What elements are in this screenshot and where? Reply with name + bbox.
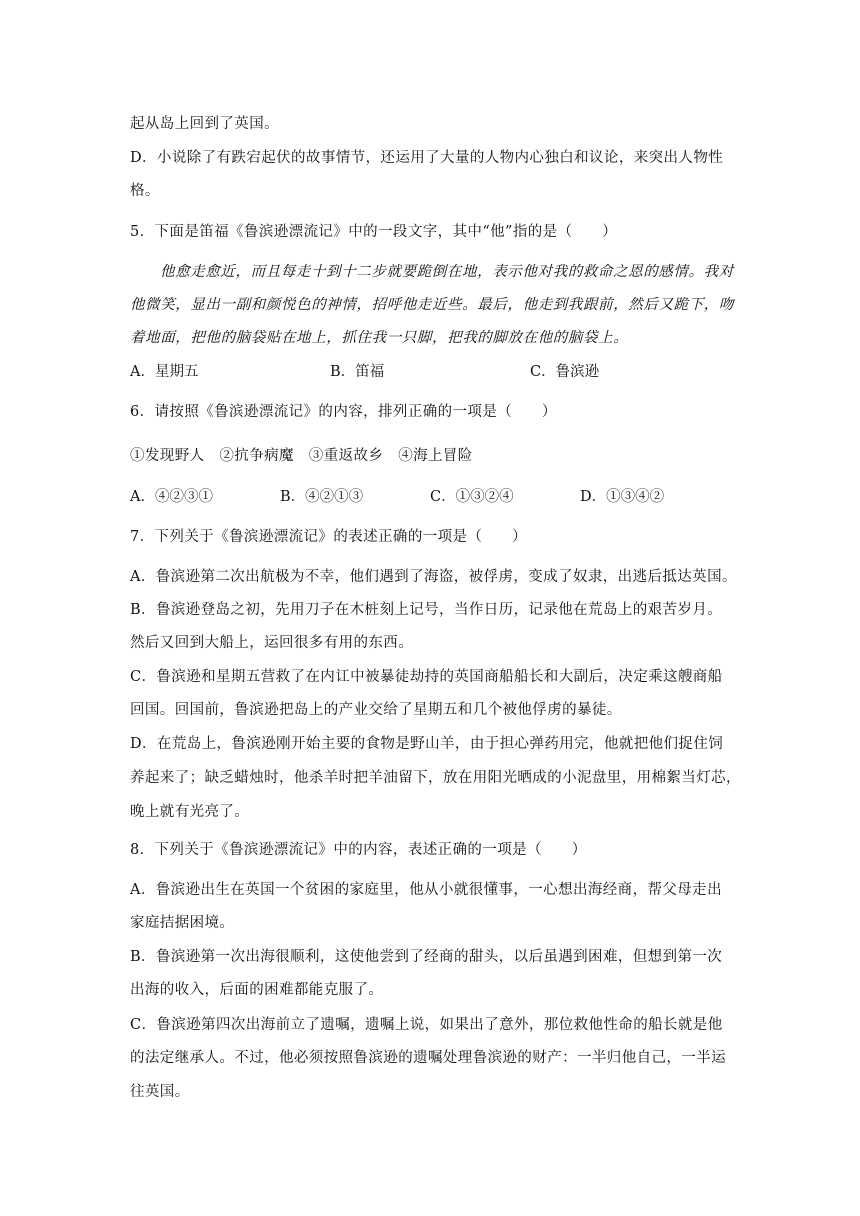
text-line: 起从岛上回到了英国。 (130, 116, 279, 132)
q8-option-b-line2: 出海的收入，后面的困难都能克服了。 (130, 982, 384, 998)
q8-option-c-line3: 往英国。 (130, 1084, 190, 1100)
q7-option-b-line1: B．鲁滨逊登岛之初，先用刀子在木桩刻上记号，当作日历，记录他在荒岛上的艰苦岁月。 (130, 602, 723, 618)
q4-option-d-line2: 格。 (130, 183, 160, 199)
passage-line: 着地面，把他的脑袋贴在地上，抓住我一只脚，把我的脚放在他的脑袋上。 (130, 330, 629, 346)
q7-option-b-line2: 然后又回到大船上，运回很多有用的东西。 (130, 635, 414, 651)
q6-option-b: B．④②①③ (280, 489, 364, 505)
q6-option-c: C．①③②④ (430, 489, 514, 505)
q7-option-c-line1: C．鲁滨逊和星期五营救了在内讧中被暴徒劫持的英国商船船长和大副后，决定乘这艘商船 (130, 669, 723, 685)
q5-option-c: C．鲁滨逊 (530, 364, 600, 380)
passage-line: 他微笑，显出一副和颜悦色的神情，招呼他走近些。最后，他走到我跟前，然后又跪下，吻 (130, 297, 734, 313)
q7-option-d-line3: 晚上就有光亮了。 (130, 804, 250, 820)
q5-option-a: A．星期五 (130, 364, 199, 380)
question-8-stem: 8．下列关于《鲁滨逊漂流记》中的内容，表述正确的一项是（ ） (130, 842, 587, 858)
q7-option-c-line2: 回国。回国前，鲁滨逊把岛上的产业交给了星期五和几个被他俘虏的暴徒。 (130, 702, 622, 718)
q8-option-a-line2: 家庭拮据困境。 (130, 915, 235, 931)
q6-option-a: A．④②③① (130, 489, 213, 505)
q5-option-b: B．笛福 (330, 364, 385, 380)
passage-line: 他愈走愈近，而且每走十到十二步就要跪倒在地，表示他对我的救命之恩的感情。我对 (160, 264, 734, 280)
q4-option-d-line1: D．小说除了有跌宕起伏的故事情节，还运用了大量的人物内心独白和议论，来突出人物性 (130, 150, 724, 166)
q7-option-d-line1: D．在荒岛上，鲁滨逊刚开始主要的食物是野山羊，由于担心弹药用完，他就把他们捉住饲 (130, 736, 724, 752)
q8-option-b-line1: B．鲁滨逊第一次出海很顺利，这使他尝到了经商的甜头，以后虽遇到困难，但想到第一次 (130, 949, 723, 965)
q8-option-c-line2: 的法定继承人。不过，他必须按照鲁滨逊的遗嘱处理鲁滨逊的财产：一半归他自己，一半运 (130, 1050, 726, 1066)
q7-option-a: A．鲁滨逊第二次出航极为不幸，他们遇到了海盗，被俘虏，变成了奴隶，出逃后抵达英国。 (130, 569, 737, 585)
question-6-items: ①发现野人 ②抗争病魔 ③重返故乡 ④海上冒险 (130, 448, 473, 464)
q8-option-c-line1: C．鲁滨逊第四次出海前立了遗嘱，遗嘱上说，如果出了意外，那位救他性命的船长就是他 (130, 1017, 723, 1033)
question-6-stem: 6．请按照《鲁滨逊漂流记》的内容，排列正确的一项是（ ） (130, 404, 557, 420)
question-5-stem: 5．下面是笛福《鲁滨逊漂流记》中的一段文字，其中“他”指的是（ ） (130, 224, 618, 240)
q8-option-a-line1: A．鲁滨逊出生在英国一个贫困的家庭里，他从小就很懂事，一心想出海经商，帮父母走出 (130, 882, 722, 898)
q6-option-d: D．①③④② (580, 489, 665, 505)
question-7-stem: 7．下列关于《鲁滨逊漂流记》的表述正确的一项是（ ） (130, 529, 528, 545)
q7-option-d-line2: 养起来了；缺乏蜡烛时，他杀羊时把羊油留下，放在用阳光晒成的小泥盘里，用棉絮当灯芯， (130, 770, 741, 786)
